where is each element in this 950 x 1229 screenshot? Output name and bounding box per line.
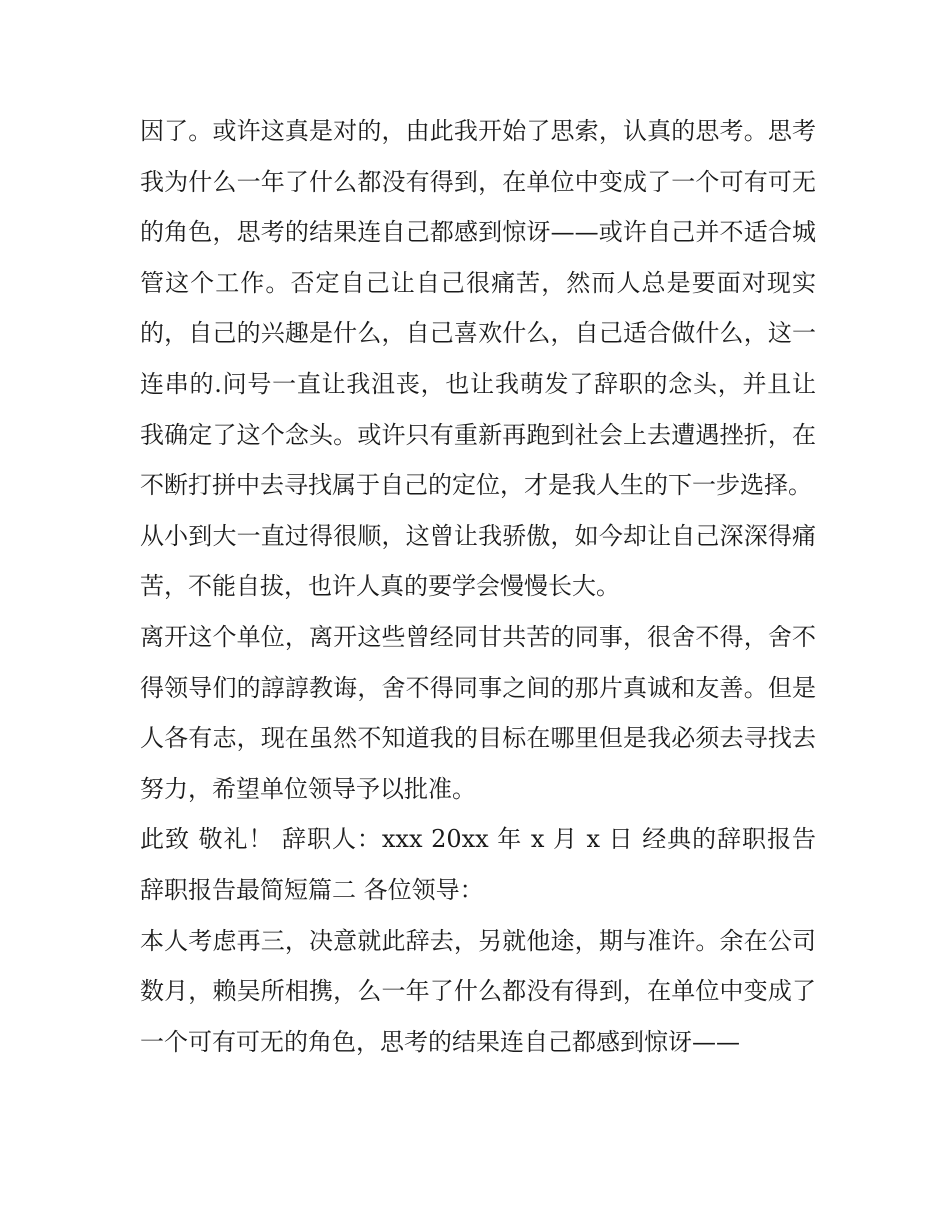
paragraph-reflection: 因了。或许这真是对的，由此我开始了思索，认真的思考。思考我为什么一年了什么都没有得到，在单位中变成了一个可有可无的角色，思考的结果连自己都感到惊讶——或许自己并不适合城管这个工作。否定自己让自己很痛苦，然而人总是要面对现实的，自己的兴趣是什么，自己喜欢什么，自己适合做什么，这一连串的.问号一直让我沮丧，也让我萌发了辞职的念头，并且让我确定了这个念头。或许只有重新再跑到社会上去遭遇挫折，在不断打拼中去寻找属于自己的定位，才是我人生的下一步选择。 xyxy=(140,117,816,500)
paragraph-growing-up: 从小到大一直过得很顺，这曾让我骄傲，如今却让自己深深得痛苦，不能自拔，也许人真的要学会慢慢长大。 xyxy=(140,521,816,601)
paragraph-closing: 此致 敬礼！ 辞职人：xxx 20xx 年 x 月 x 日 经典的辞职报告 辞职报告最简短篇二 各位领导： xyxy=(140,825,816,904)
paragraph-leaving: 离开这个单位，离开这些曾经同甘共苦的同事，很舍不得，舍不得领导们的諄諄教诲，舍不得同事之间的那片真诚和友善。但是人各有志，现在虽然不知道我的目标在哪里但是我必须去寻找去努力，希望单位领导予以批准。 xyxy=(140,622,816,803)
document-body xyxy=(140,106,816,1067)
paragraph-second-letter: 本人考虑再三，决意就此辞去，另就他途，期与准许。余在公司数月，赖吴所相携，么一年了什么都没有得到，在单位中变成了一个可有可无的角色，思考的结果连自己都感到惊讶—— xyxy=(140,926,816,1056)
